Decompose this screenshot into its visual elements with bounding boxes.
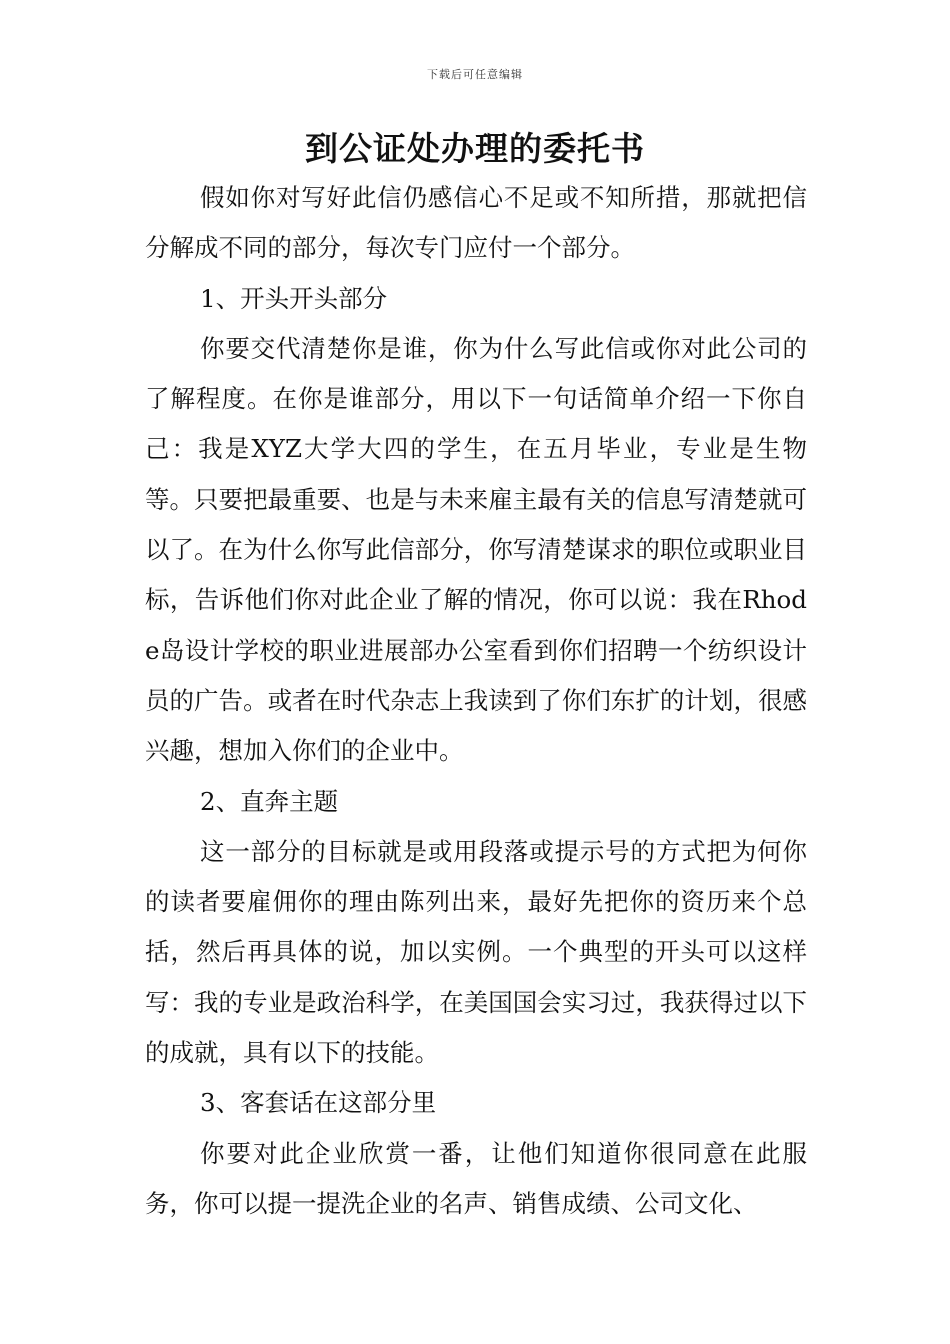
section-1-paragraph: 你要交代清楚你是谁，你为什么写此信或你对此公司的了解程度。在你是谁部分，用以下一句话简单介绍一下你自己：我是XYZ大学大四的学生，在五月毕业，专业是生物等。只要把最重要、也是与未来雇主最有关的信息写清楚就可以了。在为什么你写此信部分，你写清楚谋求的职位或职业目标，告诉他们你对此企业了解的情况，你可以说：我在Rhode岛设计学校的职业进展部办公室看到你们招聘一个纺织设计员的广告。或者在时代杂志上我读到了你们东扩的计划，很感兴趣，想加入你们的企业中。	[145, 333, 807, 766]
section-3-heading: 3、客套话在这部分里	[200, 1088, 437, 1118]
section-3-paragraph: 你要对此企业欣赏一番，让他们知道你很同意在此服务，你可以提一提洗企业的名声、销售成绩、公司文化、	[145, 1138, 807, 1218]
section-1-heading: 1、开头开头部分	[200, 283, 388, 313]
document-title: 到公证处办理的委托书	[305, 129, 645, 168]
document-body	[145, 173, 807, 1229]
section-2-heading: 2、直奔主题	[200, 786, 339, 816]
header-note: 下载后可任意编辑	[427, 68, 523, 81]
intro-paragraph: 假如你对写好此信仍感信心不足或不知所措，那就把信分解成不同的部分，每次专门应付一个部分。	[145, 183, 807, 263]
section-2-paragraph: 这一部分的目标就是或用段落或提示号的方式把为何你的读者要雇佣你的理由陈列出来，最好先把你的资历来个总括，然后再具体的说，加以实例。一个典型的开头可以这样写：我的专业是政治科学，在美国国会实习过，我获得过以下的成就，具有以下的技能。	[145, 836, 807, 1068]
